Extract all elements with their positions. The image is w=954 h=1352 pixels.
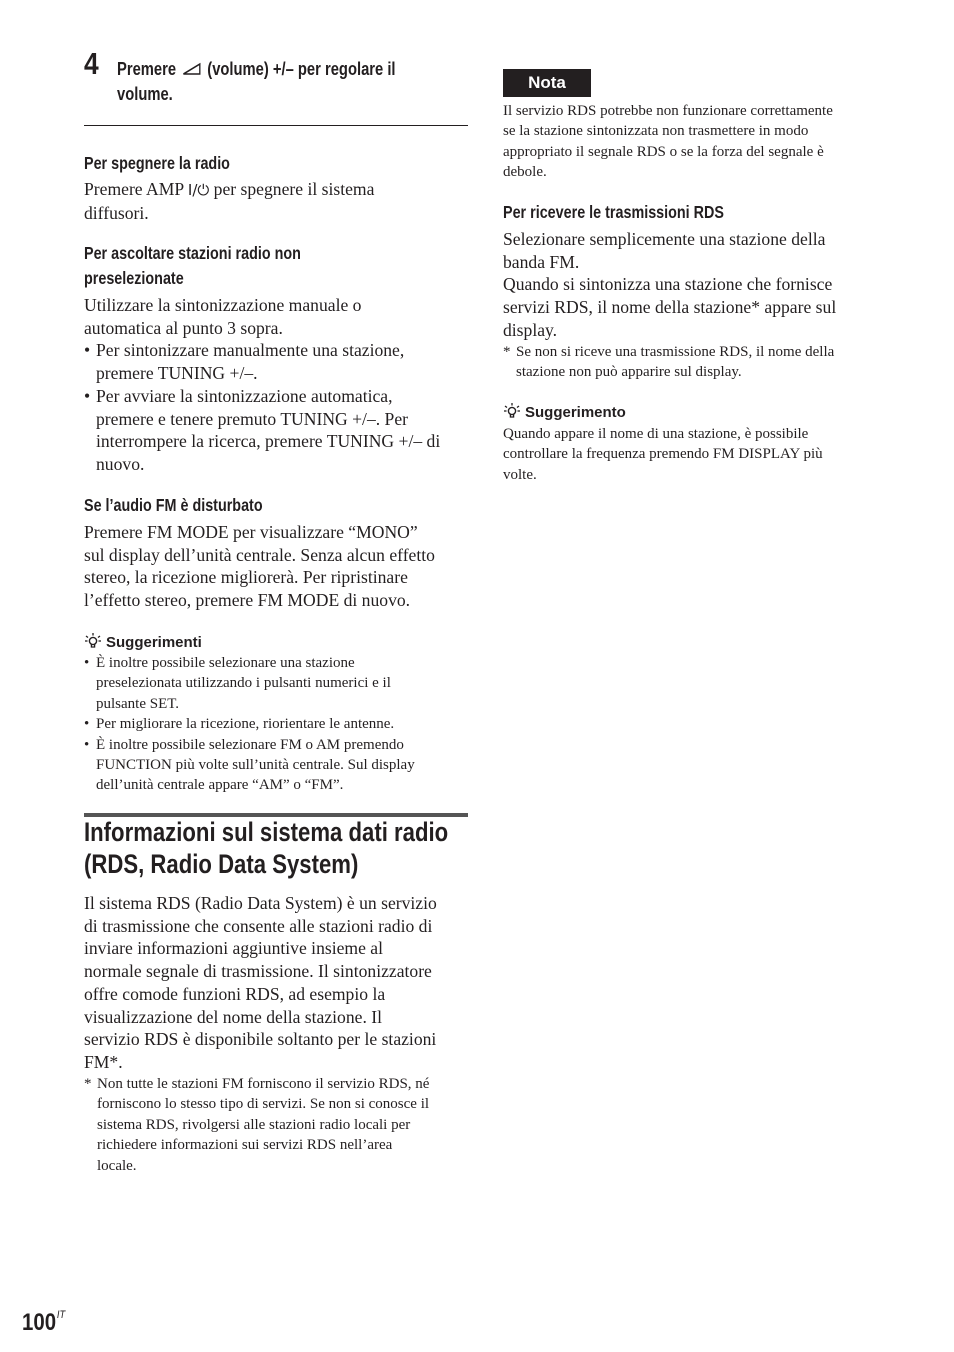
rds-body: Il sistema RDS (Radio Data System) è un servizio di trasmissione che consente alle stazioni radio di inviare informazioni aggiuntive insieme al normale segnale di trasmissione. Il sintonizzatore offre comode funzioni RDS, ad esempio la visualizzazione del nome della stazione. Il servizio RDS è disponibile soltanto per le stazioni FM*. — [84, 893, 437, 1072]
rds-footnote: * Non tutte le stazioni FM forniscono il servizio RDS, né forniscono lo stesso tipo di servizi. Se non si conosce il sistema RDS, rivolgersi alle stazioni radio locali per richiedere informazioni sui servizi RDS nell’area locale. — [84, 1076, 430, 1174]
tips-list — [84, 653, 474, 796]
note-badge: Nota — [503, 69, 591, 97]
page-language-suffix: IT — [56, 1309, 66, 1321]
radio-off-line-2: diffusori. — [84, 202, 149, 223]
power-symbol: I/⏻ — [187, 181, 210, 199]
manual-stations-body: Utilizzare la sintonizzazione manuale o automatica al punto 3 sopra. • Per sintonizzare manualmente una stazione, premere TUNING +/–. • Per avviare la sintonizzazione automatica, premere e tenere premuto TUNING +/–. Per interrompere la ricerca, premere TUNING +/– di nuovo. — [84, 294, 474, 476]
note-body: Il servizio RDS potrebbe non funzionare correttamente se la stazione sintonizzata non trasmettere in modo appropriato il segnale RDS o se la forza del segnale è debole. — [503, 103, 833, 181]
receive-rds-body: Selezionare semplicemente una stazione della banda FM. Quando si sintonizza una stazione che fornisce servizi RDS, il nome della stazione* appare sul display. — [503, 229, 837, 340]
section-divider — [84, 125, 468, 126]
heading-receive-rds: Per ricevere le trasmissioni RDS — [503, 202, 724, 222]
list-item: • Per sintonizzare manualmente una stazione, premere TUNING +/–. — [84, 340, 405, 384]
tips-heading: Suggerimenti — [84, 632, 202, 653]
page-number: $100^{IT}$ — [22, 1309, 66, 1336]
step-text-before: Premere — [117, 59, 177, 79]
list-item: • È inoltre possibile selezionare FM o AM premendo FUNCTION più volte sull’unità centrale. Sul display dell’unità centrale appare “AM” o “FM”. — [84, 736, 415, 794]
step-text-after: (volume) +/– per regolare il — [207, 59, 396, 79]
receive-rds-footnote: * Se non si riceve una trasmissione RDS, il nome della stazione non può apparire sul display. — [503, 344, 835, 381]
fm-noise-body: Premere FM MODE per visualizzare “MONO” sul display dell’unità centrale. Senza alcun effetto stereo, la ricezione migliorerà. Per ripristinare l’effetto stereo, premere FM MODE di nuovo. — [84, 522, 435, 611]
step-line-2: volume. — [117, 84, 173, 104]
lightbulb-icon — [503, 402, 521, 420]
left-column — [84, 0, 470, 1174]
lightbulb-icon — [84, 632, 102, 650]
radio-off-body — [84, 178, 474, 224]
title-rule — [84, 813, 468, 817]
tip-heading: Suggerimento — [503, 402, 626, 423]
manual-stations-bullets — [84, 339, 474, 475]
list-item: • È inoltre possibile selezionare una stazione preselezionata utilizzando i pulsanti numerici e il pulsante SET. — [84, 655, 391, 712]
tip-body: Quando appare il nome di una stazione, è possibile controllare la frequenza premendo FM DISPLAY più volte. — [503, 426, 823, 483]
step-number: 4 — [84, 46, 99, 81]
list-item: • Per avviare la sintonizzazione automatica, premere e tenere premuto TUNING +/–. Per interrompere la ricerca, premere TUNING +/– di nuovo. — [84, 385, 441, 474]
radio-off-line-1: Premere AMP I/⏻ per spegnere il sistema — [84, 179, 375, 199]
list-item: • Per migliorare la ricezione, riorientare le antenne. — [84, 716, 395, 733]
rds-section-title: Informazioni sul sistema dati radio (RDS, Radio Data System) — [84, 817, 449, 879]
heading-manual-stations: Per ascoltare stazioni radio non preselezionate — [84, 243, 301, 288]
heading-radio-off: Per spegnere la radio — [84, 153, 230, 173]
heading-fm-noise: Se l’audio FM è disturbato — [84, 495, 263, 515]
